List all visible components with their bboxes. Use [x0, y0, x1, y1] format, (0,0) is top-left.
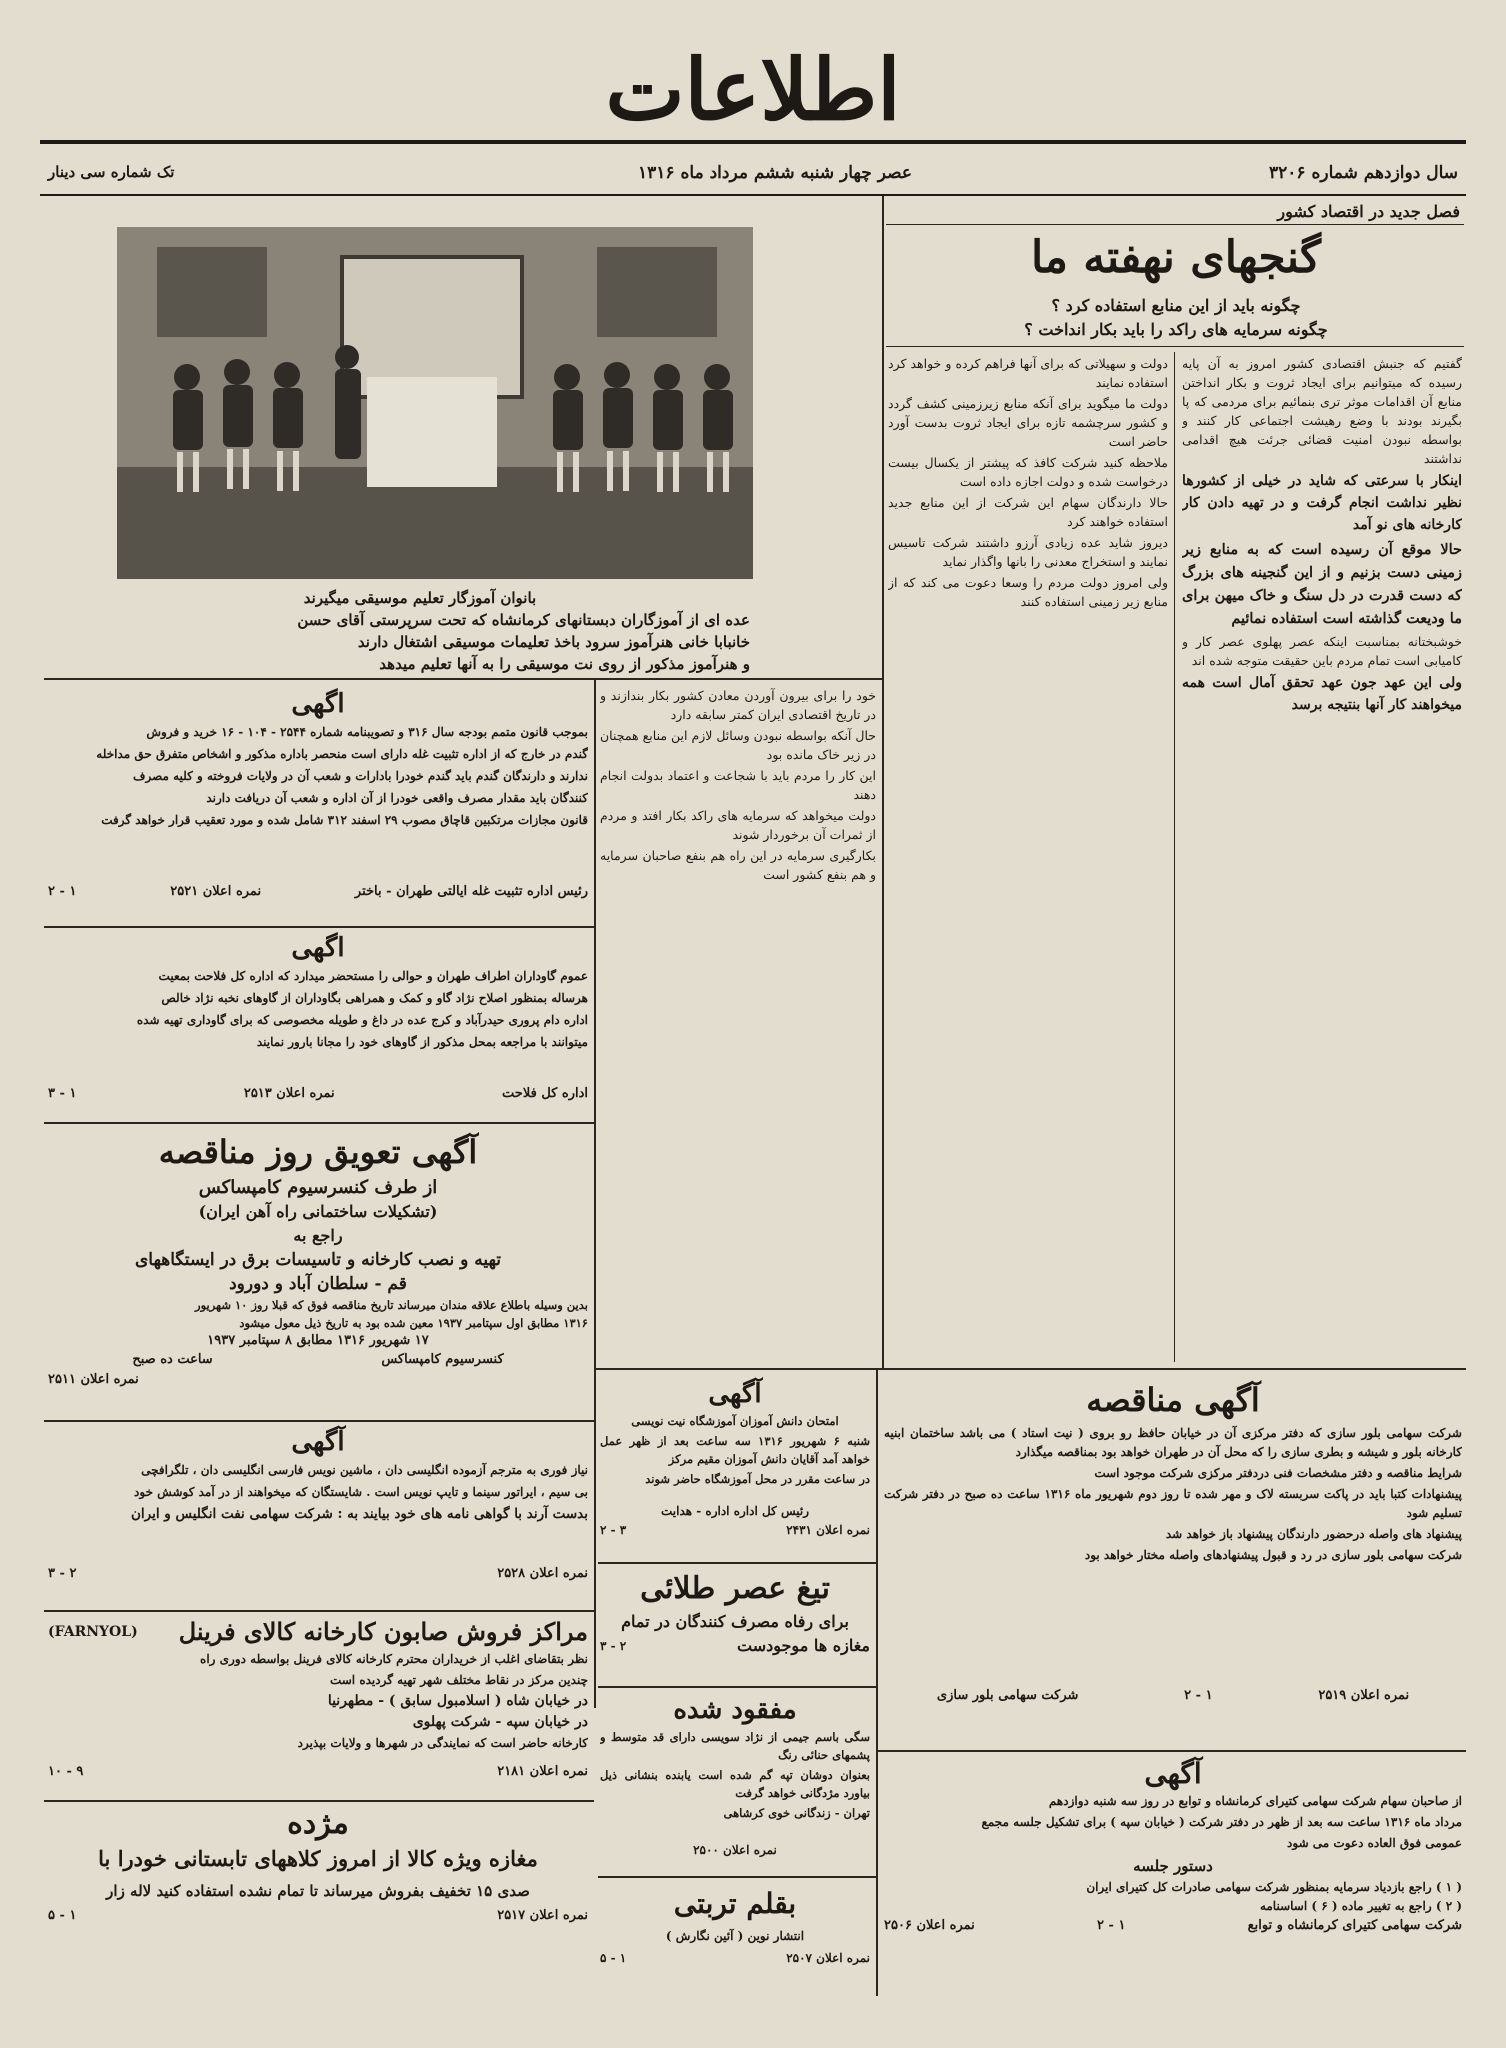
ad-title: بقلم تربتی	[673, 1887, 797, 1920]
notice-footer	[48, 882, 588, 902]
lead-column-divider	[1174, 352, 1175, 1362]
notice-body	[48, 722, 588, 882]
notice-signature: کنسرسیوم کامپساکس	[381, 1352, 504, 1367]
notice-footer	[884, 1686, 1462, 1706]
notice-sequence: ۱ - ۲	[1097, 1918, 1126, 1933]
ad-rule	[44, 1420, 594, 1422]
notice-line: تهیه و نصب کارخانه و تاسیسات برق در ایستگاههای	[134, 1250, 502, 1270]
notice-body	[884, 1792, 1462, 1854]
notice-number: نمره اعلان ۲۵۰۶	[884, 1918, 975, 1933]
lead-paragraph: خوشبختانه بمناسبت اینکه عصر پهلوی عصر کار و کامیابی است تمام مردم باین حقیقت متوجه شده اند	[1182, 634, 1462, 668]
agenda-title: دستور جلسه	[1133, 1857, 1213, 1875]
notice-number: نمره اعلان ۲۵۲۸	[497, 1566, 588, 1581]
ad-body	[48, 1650, 588, 1762]
notice-sequence: ۲ - ۳	[48, 1566, 77, 1581]
ad-number: نمره اعلان ۲۵۱۷	[497, 1908, 588, 1923]
photo-caption: خانبابا خانی هنرآموز سرود باخذ تعلیمات موسیقی اشتغال دارند	[357, 633, 750, 651]
notice-signature: اداره کل فلاحت	[502, 1086, 588, 1101]
notice-body	[884, 1424, 1462, 1686]
ad-number: نمره اعلان ۲۵۰۷	[786, 1951, 870, 1965]
notice-footer	[48, 1370, 588, 1390]
ad-rule	[44, 1800, 594, 1802]
notice-body	[48, 1460, 588, 1564]
issue-number: سال دوازدهم شماره ۳۲۰۶	[1269, 163, 1458, 183]
notice-line: قم - سلطان آباد و دورود	[229, 1274, 407, 1294]
notice-line: بدست آرند با گواهی نامه های خود بیایند به : شرکت سهامی نفت انگلیس و ایران	[130, 1506, 588, 1522]
ad-title: تیغ عصر طلائی	[640, 1571, 830, 1606]
ad-rule	[44, 926, 594, 928]
photo-caption-title: بانوان آموزگار تعلیم موسیقی میگیرند	[303, 589, 537, 607]
ad-golden-blade	[600, 1568, 870, 1678]
lead-kicker: فصل جدید در اقتصاد کشور	[1277, 202, 1460, 221]
notice-footer	[884, 1916, 1462, 1936]
notice-glass-tender	[884, 1376, 1462, 1742]
notice-line: پیشنهادات کتبا باید در پاکت سربسته لاک و مهر شده تا روز دوم شهریور ماه ۱۳۱۶ ساعت ده صبح در دفتر شرکت تسلیم شود	[884, 1487, 1462, 1520]
lead-paragraph: حالا موقع آن رسیده است که به منابع زیر زمینی دست بزنیم و از این گنجینه های بزرگ که دست قدرت در دل سنگ و خاک میهن برای ما ودیعت گذاشته است استفاده نمائیم	[1182, 541, 1462, 627]
agenda-item: ( ۱ ) راجع بازدیاد سرمایه بمنظور شرکت سهامی صادرات کل کتیرای ایران	[1086, 1880, 1462, 1894]
notice-signature: شرکت سهامی کتیرای کرمانشاه و توابع	[1247, 1918, 1462, 1933]
notice-line: در ساعت مقرر در محل آموزشگاه حاضر شوند	[645, 1472, 870, 1486]
notice-line: سگی باسم جیمی از نژاد سویسی دارای قد متوسط و پشمهای حنائی رنگ	[600, 1730, 870, 1762]
notice-line: کنندگان باید مقدار مصرف واقعی خودرا از آن اداره و شعب آن دریافت دارند	[206, 791, 588, 805]
notice-number: نمره اعلان ۲۵۱۹	[1318, 1688, 1410, 1703]
lead-paragraph: ملاحظه کنید شرکت کافذ که پیشتر از یکسال بیست درخواست شده و دولت اجازه داده است	[888, 455, 1168, 489]
notice-body	[600, 1728, 870, 1838]
ad-title: مژده	[287, 1806, 349, 1841]
notice-footer	[48, 1084, 588, 1104]
ad-number: نمره اعلان ۲۱۸۱	[497, 1764, 588, 1779]
notice-line: مرداد ماه ۱۳۱۶ ساعت سه بعد از ظهر در دفتر شرکت ( خیابان سپه ) برای تشکیل جلسه مجمع	[981, 1815, 1462, 1829]
notice-sequence: ۱ - ۳	[48, 1086, 77, 1101]
notice-number: نمره اعلان ۲۵۱۱	[48, 1372, 139, 1387]
notice-title: آگهی	[1144, 1757, 1202, 1790]
photo-caption: و هنرآموز مذکور از روی نت موسیقی را به آنها تعلیم میدهد	[379, 655, 750, 673]
notice-grain	[48, 686, 588, 922]
notice-line: گندم در خارج که از اداره تثبیت غله دارای است منحصر باداره مذکور و اشخاص متفرق حق مداخله	[96, 747, 588, 761]
masthead-title: اطلاعات	[605, 40, 901, 139]
lead-paragraph: ولی امروز دولت مردم را وسعا دعوت می کند که از منابع زیر زمینی استفاده کنند	[888, 575, 1168, 609]
notice-signature: رئیس اداره تثبیت غله ایالتی طهران - باختر	[354, 884, 588, 899]
notice-sequence: ۱ - ۲	[48, 884, 77, 899]
lead-paragraph: دولت ما میگوید برای آنکه منابع زیرزمینی کشف گردد و کشور سرچشمه تازه برای ایجاد ثروت بدست آورد حاضر است	[888, 396, 1168, 449]
notice-sequence: ۱ - ۲	[1184, 1688, 1213, 1703]
mid-paragraph: حال آنکه بواسطه نبودن وسائل لازم این منابع همچنان در زیر خاک مانده بود	[600, 728, 876, 762]
notice-line: اداره دام پروری حیدرآباد و کرج عده در داغ و طویله مخصوصی که برای گاوداری تهیه شده	[136, 1013, 588, 1027]
notice-footer	[48, 1350, 588, 1370]
photo-caption: عده ای از آموزگاران دبستانهای کرمانشاه که تحت سرپرستی آقای حسن	[297, 611, 750, 629]
notice-line: ۱۷ شهریور ۱۳۱۶ مطابق ۸ سپتامبر ۱۹۳۷	[207, 1333, 429, 1348]
ad-footer	[600, 1634, 870, 1658]
notice-line: پیشنهاد های واصله درحضور دارندگان پیشنهاد باز خواهد شد	[1165, 1527, 1462, 1541]
notice-tender-delay	[48, 1128, 588, 1408]
notice-line: بی سیم ، ایراتور سینما و تایپ نویس است . شایستگان که میخواهند از در آمد کوشش خود	[134, 1485, 588, 1499]
ad-header	[48, 1614, 588, 1650]
photo-illustration	[117, 227, 753, 579]
notice-line: (تشکیلات ساختمانی راه آهن ایران)	[198, 1202, 438, 1221]
lead-paragraph: دولت و سهیلاتی که برای آنها فراهم کرده و خواهد کرد استفاده نمایند	[888, 356, 1168, 390]
notice-line: قانون مجازات مرتکبین قاچاق مصوب ۲۹ اسفند ۳۱۲ شامل شده و مورد تعقیب قرار خواهد گرفت	[101, 813, 588, 827]
notice-line: شرایط مناقصه و دفتر مشخصات فنی دردفتر مرکزی شرکت موجود است	[1094, 1466, 1462, 1480]
lead-headline: گنجهای نهفته ما	[1030, 232, 1322, 283]
notice-footer	[48, 1564, 588, 1584]
notice-title: اگهی	[291, 689, 345, 719]
notice-sequence: ۳ - ۲	[600, 1523, 627, 1537]
ad-torbati-pen	[600, 1884, 870, 1988]
ad-sequence: ۲ - ۳	[600, 1639, 627, 1653]
ad-line: در خیابان شاه ( اسلامبول سابق ) - مطهرنیا	[327, 1693, 588, 1709]
notice-line: تهران - زندگانی خوی کرشاهی	[723, 1806, 870, 1820]
notice-signature: شرکت سهامی بلور سازی	[936, 1688, 1079, 1703]
ad-farnyol-soap	[48, 1614, 588, 1794]
lead-subhead: چگونه باید از این منابع استفاده کرد ؟	[1051, 296, 1301, 315]
notice-line: بعنوان دوشان تپه گم شده است یابنده بنشانی ذیل بیاورد مژدگانی خواهد گرفت	[600, 1768, 870, 1800]
column-divider	[876, 1368, 878, 1996]
notice-lost-dog	[600, 1692, 870, 1870]
ad-rule	[878, 1750, 1466, 1752]
notice-line: میتوانند با مراجعه بمحل مذکور از گاوهای خود را مجانا بارور نمایند	[256, 1035, 588, 1049]
notice-title: اگهی	[291, 933, 345, 963]
ad-rule	[598, 1876, 876, 1878]
lead-subhead: چگونه سرمایه های راکد را باید بکار انداخت ؟	[1024, 320, 1328, 339]
mid-paragraph: خود را برای بیرون آوردن معادن کشور بکار بندازند و در تاریخ اقتصادی ایران کمتر سابقه دارد	[600, 688, 876, 722]
photo-women-teachers	[117, 227, 753, 579]
dateline-rule	[40, 194, 1466, 196]
notice-line: بموجب قانون متمم بودجه سال ۳۱۶ و تصویبنامه شماره ۲۵۴۴ - ۱۰۴ - ۱۶ خرید و فروش	[146, 725, 588, 739]
lead-body-left	[888, 354, 1168, 1362]
notice-line: نیاز فوری به مترجم آزموده انگلیسی دان ، ماشین نویس فارسی انگلیسی دان ، تلگرافچی	[141, 1463, 588, 1477]
ad-rule	[44, 1122, 594, 1124]
ad-line: صدی ۱۵ تخفیف بفروش میرساند تا تمام نشده استفاده کنید لاله زار	[106, 1882, 530, 1900]
notice-line: عموم گاوداران اطراف طهران و حوالی را مستحضر میدارد که اداره کل فلاحت بمعیت	[158, 969, 588, 983]
photo-rule	[44, 678, 882, 680]
column-divider	[882, 196, 884, 1368]
ad-line: مغازه ها موجودست	[737, 1636, 870, 1655]
kicker-rule	[886, 224, 1464, 225]
ad-footer	[600, 1948, 870, 1968]
ad-brand: (FARNYOL)	[48, 1624, 138, 1640]
notice-exam	[600, 1376, 870, 1554]
ad-title: مراکز فروش صابون کارخانه کالای فرینل	[178, 1617, 588, 1646]
notice-title: مفقود شده	[673, 1695, 797, 1725]
issue-price: تک شماره سی دینار	[48, 163, 175, 181]
ad-footer	[48, 1762, 588, 1782]
notice-line: عمومی فوق العاده دعوت می شود	[1287, 1836, 1462, 1850]
ad-line: برای رفاه مصرف کنندگان در تمام	[621, 1612, 849, 1631]
ad-footer	[48, 1906, 588, 1926]
notice-title: آگهی	[708, 1379, 762, 1409]
ad-line: در خیابان سپه - شرکت پهلوی	[412, 1714, 588, 1730]
notice-shareholders	[884, 1756, 1462, 1990]
notice-time: ساعت ده صبح	[132, 1352, 213, 1367]
issue-date: عصر چهار شنبه ششم مرداد ماه ۱۳۱۶	[638, 163, 912, 183]
agenda-item: ( ۲ ) راجع به تغییر ماده ( ۶ ) اساسنامه	[1259, 1899, 1462, 1913]
notice-cattle	[48, 930, 588, 1116]
ad-line: انتشار نوین ( آئین نگارش )	[665, 1929, 805, 1943]
notice-line: ۱۳۱۶ مطابق اول سپتامبر ۱۹۳۷ معین شده بود به تاریخ ذیل معول میشود	[239, 1316, 588, 1330]
ad-line: مغازه ویژه کالا از امروز کلاههای تابستانی خودرا با	[98, 1846, 538, 1871]
lead-paragraph: دیروز شاید عده زیادی آرزو داشتند شرکت تاسیس نمایند و استخراج معدنی را بانها واگذار نماید	[888, 535, 1168, 569]
notice-line: ندارند و دارندگان گندم باید گندم خودرا بادارات و شعب آن در ولایات فروخته و کلیه مصرف	[133, 769, 588, 783]
notice-line: از طرف کنسرسیوم کامپساکس	[198, 1177, 438, 1198]
notice-footer	[600, 1520, 870, 1540]
notice-line: هرساله بمنظور اصلاح نژاد گاو و کمک و همراهی بگاوداران از گاوهای نخبه نژاد خالص	[161, 991, 588, 1005]
notice-number: نمره اعلان ۲۴۳۱	[786, 1523, 870, 1537]
notice-title: آگهی	[291, 1427, 345, 1457]
column-divider	[594, 680, 596, 1708]
notice-line: شرکت سهامی بلور سازی که دفتر مرکزی آن در خیابان حافظ رو بروی ( نیت استاد ) می باشد ساختمان ابنیه کارخانه بلور و شیشه و بطری سازی را که محل آن در طهران خواهد بود بمناقصه میگذارد	[884, 1426, 1462, 1459]
lead-paragraph: ولی این عهد جون عهد تحقق آمال است همه میخواهند کار آنها بنتیجه برسد	[1182, 675, 1462, 713]
notice-body	[48, 966, 588, 1084]
ad-rule	[44, 1610, 594, 1612]
ad-sequence: ۱ - ۵	[600, 1951, 627, 1965]
notice-line: امتحان دانش آموزان آموزشگاه نیت نویسی	[631, 1414, 839, 1428]
notice-title: آگهی مناقصه	[1086, 1381, 1260, 1419]
section-rule	[596, 1368, 1466, 1370]
lead-paragraph: اینکار با سرعتی که شاید در خیلی از کشورها نظیر نداشت انجام گرفت و در تهیه دادن کار کارخانه های نو آمد	[1182, 473, 1462, 533]
mid-paragraph: دولت میخواهد که سرمایه های راکد بکار افتد و مردم از ثمرات آن برخوردار شوند	[600, 808, 876, 842]
mid-paragraph: بکارگیری سرمایه در این راه هم بنفع صاحبان سرمایه و هم بنفع کشور است	[600, 848, 876, 882]
notice-signature: رئیس کل اداره اداره - هدایت	[661, 1504, 809, 1518]
notice-number: نمره اعلان ۲۵۰۰	[693, 1843, 777, 1857]
ad-sequence: ۱ - ۵	[48, 1908, 77, 1923]
notice-number: نمره اعلان ۲۵۲۱	[170, 884, 262, 899]
notice-line: بدین وسیله باطلاع علاقه مندان میرساند تاریخ مناقصه فوق که قبلا روز ۱۰ شهریور	[195, 1298, 588, 1312]
masthead-rule	[40, 140, 1466, 144]
ad-rule	[598, 1686, 876, 1688]
ad-line: کارخانه حاضر است که نمایندگی در شهرها و ولایات بپذیرد	[297, 1736, 588, 1750]
ad-sequence: ۹ - ۱۰	[48, 1764, 84, 1779]
notice-line: شنبه ۶ شهریور ۱۳۱۶ سه ساعت بعد از ظهر عمل خواهد آمد آقایان دانش آموزان مقیم مرکز	[600, 1434, 870, 1466]
lead-paragraph: حالا دارندگان سهام این شرکت از این منابع جدید استفاده خواهند کرد	[888, 495, 1168, 529]
notice-line: راجع به	[293, 1226, 343, 1245]
lead-body-right	[1182, 354, 1462, 1362]
lead-paragraph: گفتیم که جنبش اقتصادی کشور امروز به آن پایه رسیده که میتوانیم برای ایجاد ثروت و بکار انداختن منابع آن اقدامات موثر تری بنمائیم برای مردمی که پا بگیرند بودند با وضع رهیشت اجتماعی کار کنند و بواسطه نبودن امنیت قضائی جرئت هیچ اقدامی نداشتند	[1182, 356, 1462, 466]
ad-good-news	[48, 1806, 588, 1986]
mid-paragraph: این کار را مردم باید با شجاعت و اعتماد بدولت انجام دهند	[600, 768, 876, 802]
notice-line: شرکت سهامی بلور سازی در رد و قبول پیشنهادهای واصله مختار خواهد بود	[1084, 1548, 1462, 1562]
notice-body	[600, 1412, 870, 1502]
notice-title: آگهی تعویق روز مناقصه	[158, 1133, 478, 1171]
subhead-rule	[886, 346, 1464, 347]
ad-line: چندین مرکز در نقاط مختلف شهر تهیه گردیده است	[329, 1673, 588, 1687]
notice-line: از صاحبان سهام شرکت سهامی کتیرای کرمانشاه و توابع در روز سه شنبه دوازدهم	[1048, 1794, 1462, 1808]
notice-number: نمره اعلان ۲۵۱۳	[243, 1086, 335, 1101]
notice-oil-company	[48, 1424, 588, 1604]
ad-line: نظر بتقاضای اغلب از خریداران محترم کارخانه کالای فرینل بواسطه دوری راه	[200, 1652, 588, 1666]
ad-rule	[598, 1562, 876, 1564]
